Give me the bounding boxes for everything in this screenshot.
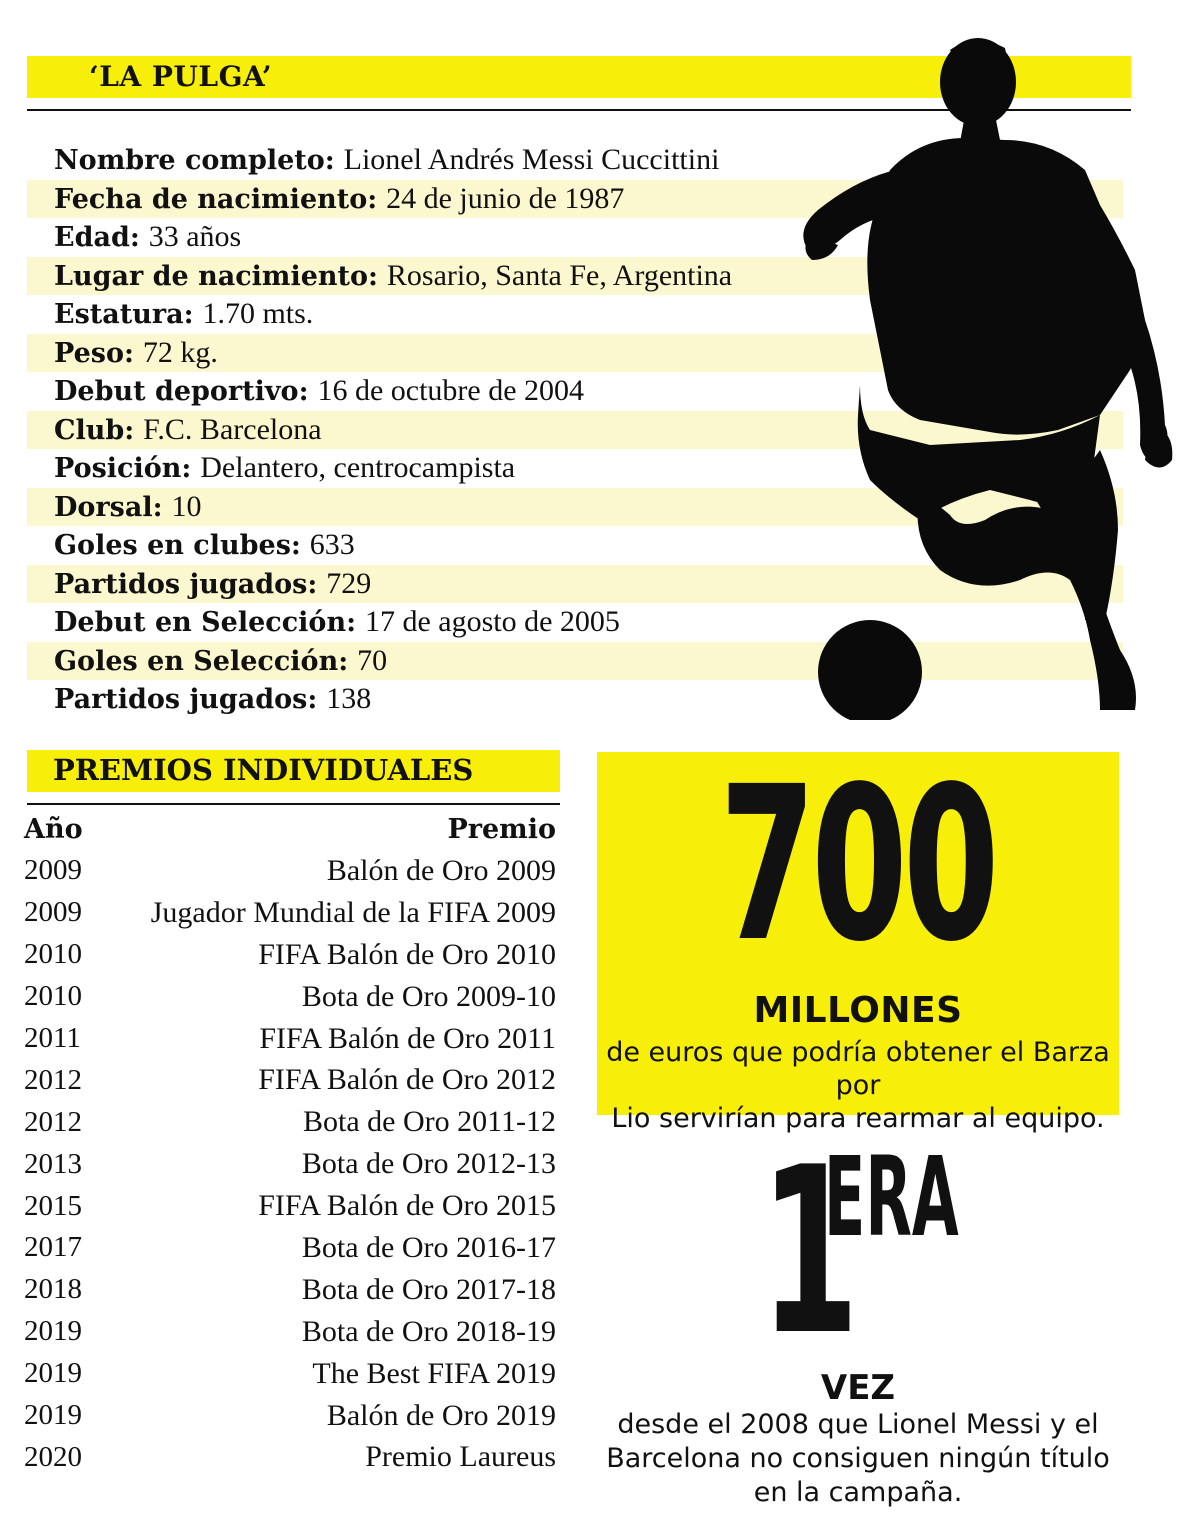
column-header-year: Año — [24, 813, 83, 845]
awards-title: PREMIOS INDIVIDUALES — [53, 753, 474, 787]
table-row — [24, 1018, 556, 1060]
award-year: 2019 — [24, 1399, 82, 1432]
awards-table-header — [24, 808, 556, 850]
bio-label: Fecha de nacimiento: — [54, 183, 378, 215]
stat-700-box — [597, 742, 1119, 1134]
award-name: FIFA Balón de Oro 2010 — [258, 937, 556, 971]
award-name: FIFA Balón de Oro 2011 — [259, 1021, 556, 1055]
table-row — [24, 1227, 556, 1269]
bio-value: Lionel Andrés Messi Cuccittini — [343, 143, 720, 176]
award-year: 2009 — [24, 854, 82, 887]
award-name: Premio Laureus — [365, 1440, 556, 1474]
bio-label: Nombre completo: — [54, 145, 335, 176]
table-row — [24, 892, 556, 934]
bio-label: Lugar de nacimiento: — [54, 260, 378, 292]
bio-value: Rosario, Santa Fe, Argentina — [386, 258, 733, 292]
stat-first-suffix: ERA — [824, 1133, 959, 1261]
bio-label: Partidos jugados: — [54, 684, 318, 715]
award-year: 2013 — [24, 1147, 82, 1180]
soccer-player-silhouette-icon — [800, 20, 1190, 720]
award-year: 2015 — [24, 1189, 82, 1222]
table-row — [24, 934, 556, 976]
bio-value: 17 de agosto de 2005 — [364, 605, 620, 638]
bio-value: 72 kg. — [142, 335, 218, 369]
award-year: 2020 — [24, 1440, 82, 1473]
award-name: FIFA Balón de Oro 2012 — [258, 1063, 556, 1097]
awards-divider — [27, 803, 560, 805]
table-row — [24, 1101, 556, 1143]
bio-value: 70 — [357, 643, 388, 677]
stat-first-line-1: desde el 2008 que Lionel Messi y el — [617, 1409, 1099, 1440]
bio-value: 10 — [171, 489, 202, 523]
bio-label: Dorsal: — [54, 491, 163, 523]
table-row — [24, 1143, 556, 1185]
bio-label: Debut en Selección: — [54, 607, 357, 638]
table-row — [24, 1311, 556, 1353]
award-year: 2018 — [24, 1273, 82, 1306]
bio-label: Goles en clubes: — [54, 530, 301, 561]
bio-label: Goles en Selección: — [54, 645, 349, 677]
award-name: Jugador Mundial de la FIFA 2009 — [150, 895, 556, 929]
award-year: 2010 — [24, 980, 82, 1013]
award-year: 2011 — [24, 1022, 81, 1054]
stat-700-line-1: de euros que podría obtener el Barza por — [606, 1037, 1110, 1101]
bio-value: Delantero, centrocampista — [200, 451, 516, 484]
bio-label: Peso: — [54, 337, 134, 369]
stat-700-line-2: Lio servirían para rearmar al equipo. — [611, 1103, 1105, 1134]
bio-value: F.C. Barcelona — [143, 412, 322, 446]
awards-header-band — [27, 750, 560, 792]
award-name: FIFA Balón de Oro 2015 — [258, 1189, 556, 1223]
award-year: 2017 — [24, 1231, 82, 1264]
bio-value: 16 de octubre de 2004 — [317, 374, 585, 407]
bio-label: Partidos jugados: — [54, 568, 318, 600]
award-year: 2009 — [24, 896, 82, 929]
stat-first-description — [597, 1408, 1119, 1510]
table-row — [24, 1269, 556, 1311]
bio-label: Edad: — [54, 222, 140, 253]
bio-label: Estatura: — [54, 299, 194, 330]
award-name: The Best FIFA 2019 — [312, 1356, 556, 1390]
award-name: Bota de Oro 2011-12 — [302, 1105, 556, 1139]
stat-700-unit: MILLONES — [753, 990, 963, 1031]
awards-rows — [24, 850, 556, 1478]
awards-table — [24, 808, 556, 1478]
award-name: Bota de Oro 2018-19 — [301, 1314, 556, 1348]
page-title: ‘LA PULGA’ — [89, 60, 273, 93]
award-year: 2012 — [24, 1105, 82, 1138]
bio-value: 33 años — [148, 220, 242, 253]
column-header-award: Premio — [447, 813, 556, 845]
award-name: Bota de Oro 2016-17 — [301, 1230, 556, 1264]
table-row — [24, 850, 556, 892]
bio-label: Club: — [54, 414, 135, 446]
bio-value: 138 — [326, 682, 372, 715]
stat-first-line-2: Barcelona no consiguen ningún título — [606, 1443, 1110, 1474]
table-row — [24, 1436, 556, 1478]
table-row — [24, 976, 556, 1018]
table-row — [24, 1059, 556, 1101]
bio-label: Debut deportivo: — [54, 376, 309, 407]
stat-first-digit: 1 — [760, 1119, 860, 1386]
table-row — [24, 1395, 556, 1437]
award-year: 2019 — [24, 1315, 82, 1348]
award-year: 2012 — [24, 1063, 82, 1096]
award-name: Bota de Oro 2017-18 — [301, 1272, 556, 1306]
stat-first-line-3: en la campaña. — [753, 1477, 963, 1508]
stat-700-number: 700 — [720, 742, 996, 987]
bio-value: 729 — [326, 566, 372, 600]
award-year: 2019 — [24, 1357, 82, 1390]
table-row — [24, 1353, 556, 1395]
award-name: Balón de Oro 2019 — [326, 1398, 556, 1432]
award-name: Balón de Oro 2009 — [326, 853, 556, 887]
award-year: 2010 — [24, 938, 82, 971]
bio-value: 633 — [309, 528, 355, 561]
bio-label: Posición: — [54, 453, 192, 484]
bio-value: 24 de junio de 1987 — [386, 181, 625, 215]
stat-first-number — [760, 1119, 980, 1386]
table-row — [24, 1185, 556, 1227]
award-name: Bota de Oro 2009-10 — [301, 979, 556, 1013]
award-name: Bota de Oro 2012-13 — [301, 1147, 556, 1181]
bio-value: 1.70 mts. — [202, 297, 314, 330]
stat-first-unit: VEZ — [820, 1368, 896, 1408]
